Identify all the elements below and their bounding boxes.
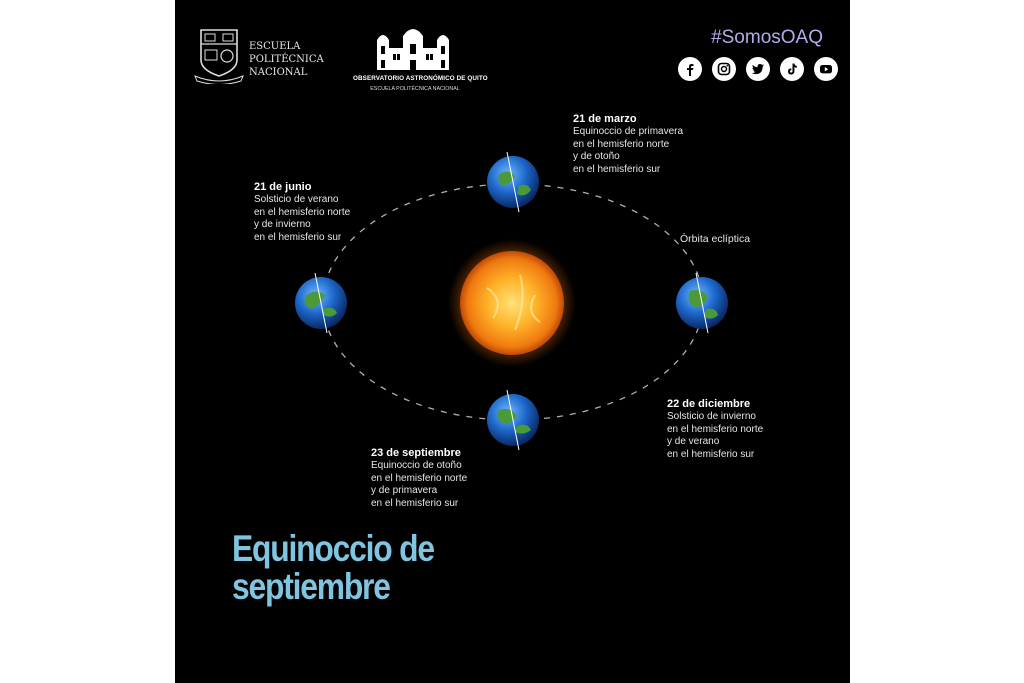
- date-label: 21 de marzo: [573, 113, 637, 125]
- oaq-title: OBSERVATORIO ASTRONÓMICO DE QUITO: [353, 75, 488, 82]
- label-line: Equinoccio de primavera: [573, 126, 684, 137]
- label-line: y de otoño: [573, 151, 620, 162]
- label-line: en el hemisferio sur: [254, 231, 342, 243]
- label-line: en el hemisferio sur: [573, 163, 661, 175]
- label-line: Solsticio de verano: [254, 194, 339, 205]
- sun: [460, 251, 564, 355]
- title-line: Equinoccio de: [232, 528, 434, 569]
- date-label: 21 de junio: [254, 181, 312, 193]
- label-march: [573, 112, 683, 176]
- label-line: y de invierno: [254, 219, 311, 230]
- date-label: 23 de septiembre: [371, 447, 461, 459]
- earth-june: [295, 273, 347, 333]
- label-line: en el hemisferio norte: [573, 138, 670, 150]
- title-line: septiembre: [232, 566, 390, 607]
- hashtag: #SomosOAQ: [711, 27, 823, 48]
- earth-march: [487, 152, 539, 212]
- label-line: en el hemisferio sur: [371, 497, 459, 509]
- date-label: 22 de diciembre: [667, 398, 751, 410]
- label-line: Equinoccio de otoño: [371, 460, 462, 471]
- orbit-label: Órbita eclíptica: [680, 233, 751, 245]
- epn-name-line: NACIONAL: [249, 67, 308, 78]
- earth-september: [487, 390, 539, 450]
- label-line: en el hemisferio norte: [371, 472, 468, 484]
- epn-name-line: POLITÉCNICA: [249, 54, 324, 65]
- label-line: en el hemisferio norte: [254, 206, 351, 218]
- label-line: Solsticio de invierno: [667, 411, 756, 422]
- label-june: [254, 180, 350, 244]
- oaq-subtitle: ESCUELA POLITÉCNICA NACIONAL: [370, 86, 460, 92]
- earth-december: [676, 273, 728, 333]
- label-september: [371, 446, 467, 510]
- label-line: y de primavera: [371, 485, 438, 496]
- label-line: en el hemisferio sur: [667, 448, 755, 460]
- page-title: [232, 530, 434, 606]
- epn-name-line: ESCUELA: [249, 41, 301, 52]
- label-line: y de verano: [667, 436, 720, 447]
- label-line: en el hemisferio norte: [667, 423, 764, 435]
- infographic-panel: [175, 0, 850, 683]
- label-december: [667, 397, 763, 461]
